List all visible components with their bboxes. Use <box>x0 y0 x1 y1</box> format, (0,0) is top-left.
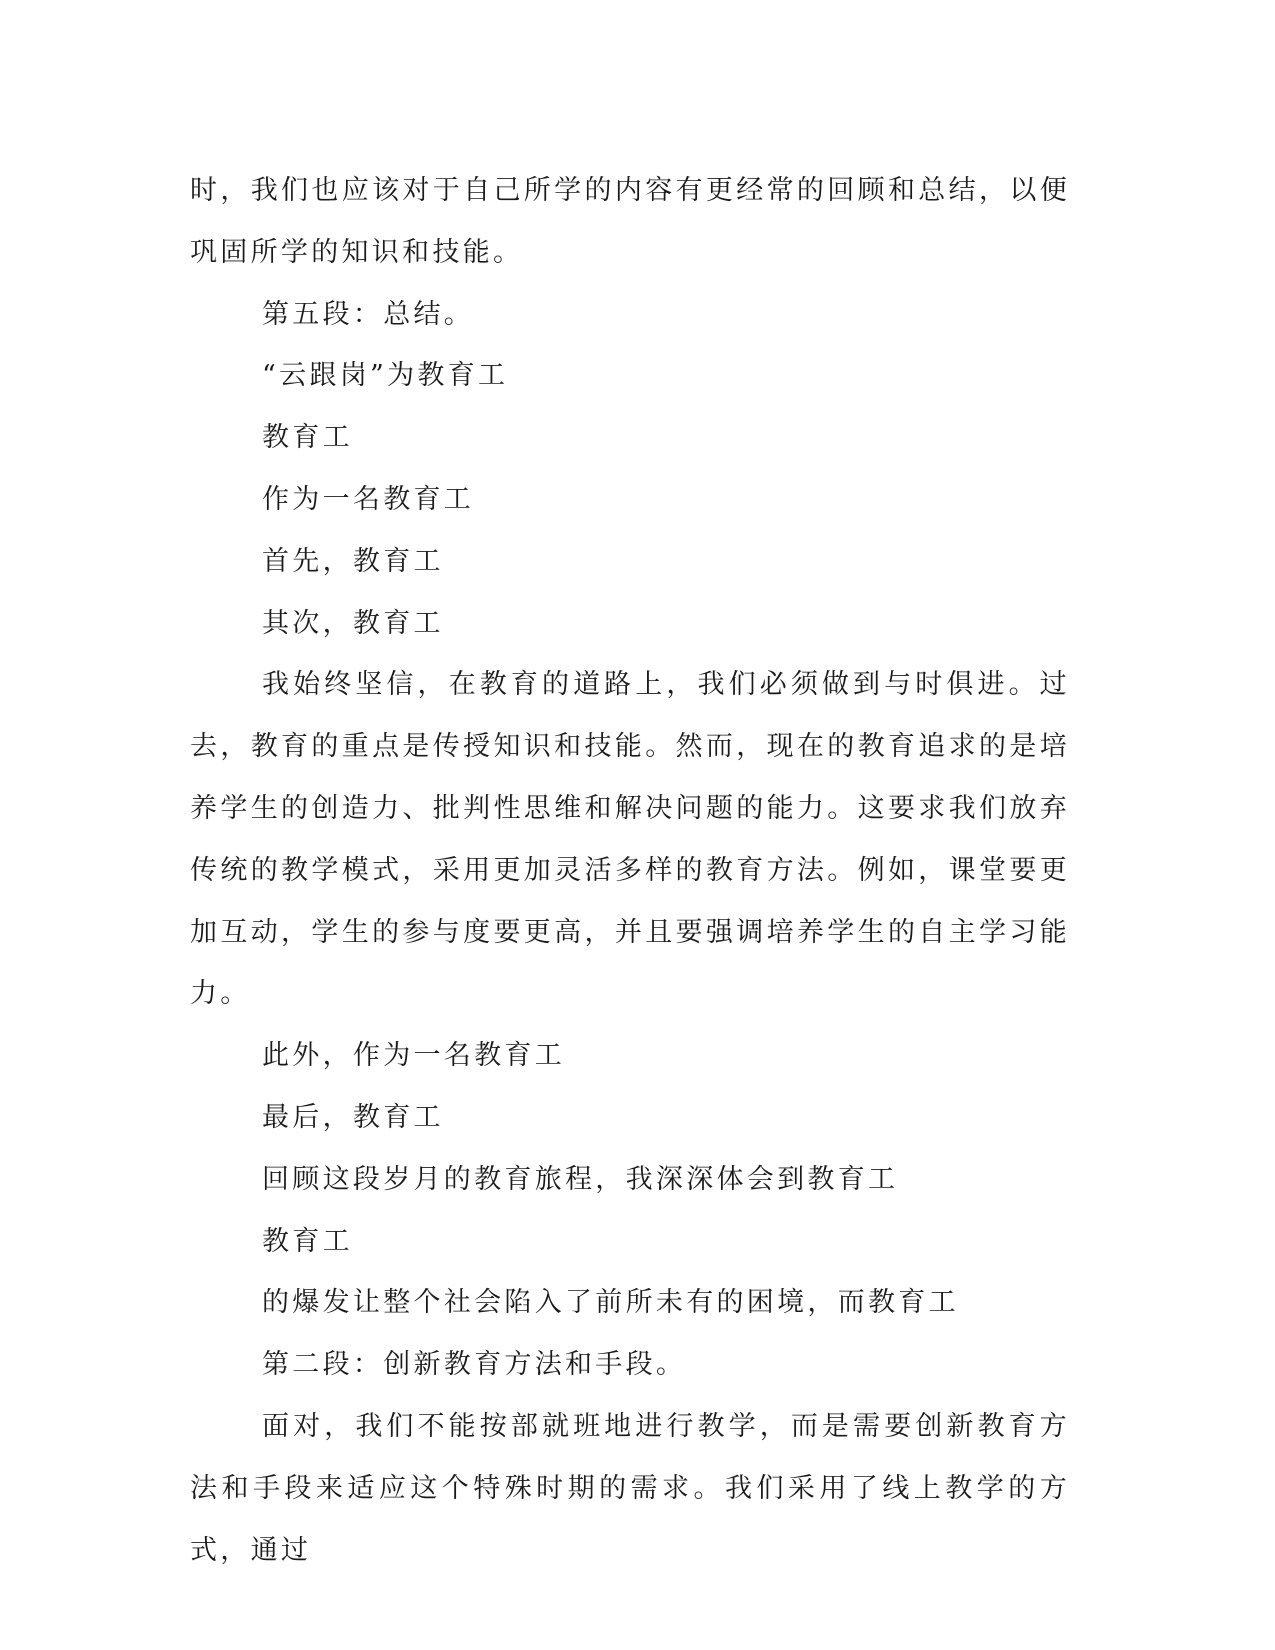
paragraph-section-five-heading: 第五段：总结。 <box>262 298 475 330</box>
paragraph-continuation: 时，我们也应该对于自己所学的内容有更经常的回顾和总结，以便巩固所学的知识和技能。 <box>190 175 1070 268</box>
document-body <box>190 160 1070 1581</box>
paragraph-finally: 最后，教育工 <box>262 1101 444 1133</box>
paragraph-cloud-shadowing: “云跟岗”为教育工 <box>262 360 509 392</box>
paragraph-first: 首先，教育工 <box>262 545 444 577</box>
paragraph-educator-2: 教育工 <box>262 1225 353 1257</box>
paragraph-review-journey: 回顾这段岁月的教育旅程，我深深体会到教育工 <box>262 1163 899 1195</box>
paragraph-section-two-heading: 第二段：创新教育方法和手段。 <box>262 1349 687 1381</box>
paragraph-keep-pace: 我始终坚信，在教育的道路上，我们必须做到与时俱进。过去，教育的重点是传授知识和技能。然而，现在的教育追求的是培养学生的创造力、批判性思维和解决问题的能力。这要求我们放弃传统的教学模式，采用更加灵活多样的教育方法。例如，课堂要更加互动，学生的参与度要更高，并且要强调培养学生的自主学习能力。 <box>190 669 1070 1010</box>
paragraph-educator-1: 教育工 <box>262 422 353 454</box>
paragraph-additionally: 此外，作为一名教育工 <box>262 1040 565 1072</box>
paragraph-innovation: 面对，我们不能按部就班地进行教学，而是需要创新教育方法和手段来适应这个特殊时期的需求。我们采用了线上教学的方式，通过 <box>190 1410 1070 1566</box>
paragraph-as-educator: 作为一名教育工 <box>262 483 475 515</box>
paragraph-second: 其次，教育工 <box>262 607 444 639</box>
paragraph-outbreak: 的爆发让整个社会陷入了前所未有的困境，而教育工 <box>262 1287 959 1319</box>
